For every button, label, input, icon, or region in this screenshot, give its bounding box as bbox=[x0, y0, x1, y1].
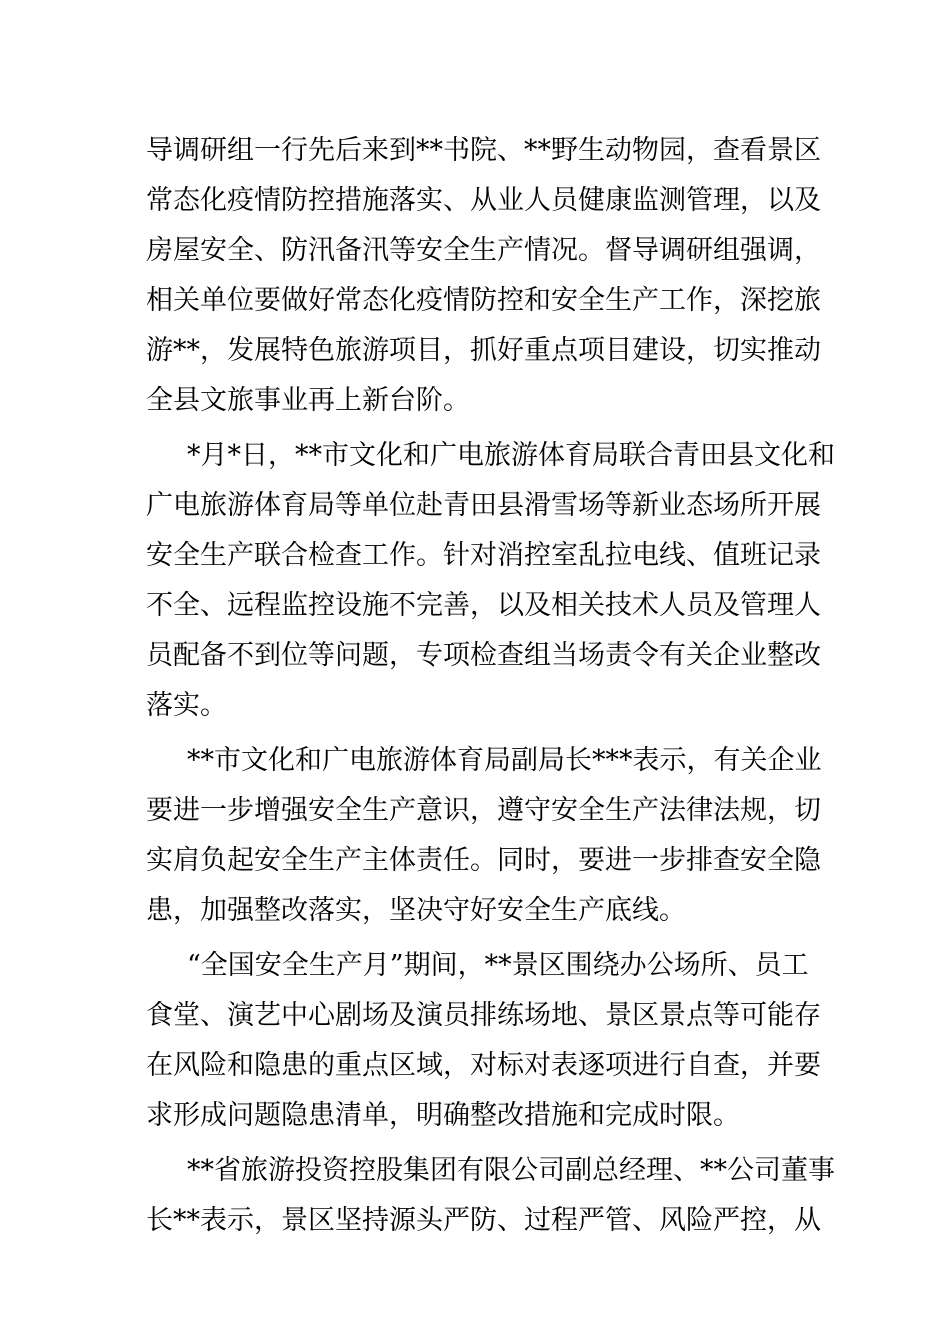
text-line: 落实。 bbox=[146, 690, 227, 721]
text-line: **省旅游投资控股集团有限公司副总经理、**公司董事 bbox=[187, 1155, 835, 1186]
paragraph-2 bbox=[146, 431, 835, 731]
paragraph-1 bbox=[146, 126, 821, 426]
paragraph-3 bbox=[146, 736, 822, 936]
document-body bbox=[146, 126, 835, 1246]
text-line: **市文化和广电旅游体育局副局长***表示，有关企业 bbox=[187, 745, 822, 776]
text-line: 食堂、演艺中心剧场及演员排练场地、景区景点等可能存 bbox=[146, 1000, 821, 1031]
text-line: 安全生产联合检查工作。针对消控室乱拉电线、值班记录 bbox=[146, 540, 821, 571]
paragraph-5 bbox=[146, 1146, 835, 1246]
text-line: 员配备不到位等问题，专项检查组当场责令有关企业整改 bbox=[146, 640, 821, 671]
text-line: “全国安全生产月”期间，**景区围绕办公场所、员工 bbox=[187, 950, 809, 981]
text-line: 广电旅游体育局等单位赴青田县滑雪场等新业态场所开展 bbox=[146, 490, 821, 521]
text-line: 长**表示，景区坚持源头严防、过程严管、风险严控，从 bbox=[146, 1205, 821, 1236]
text-line: 常态化疫情防控措施落实、从业人员健康监测管理，以及 bbox=[146, 185, 821, 216]
text-line: 在风险和隐患的重点区域，对标对表逐项进行自查，并要 bbox=[146, 1050, 821, 1081]
text-line: 导调研组一行先后来到**书院、**野生动物园，查看景区 bbox=[146, 135, 821, 166]
text-line: 要进一步增强安全生产意识，遵守安全生产法律法规，切 bbox=[146, 795, 821, 826]
paragraph-4 bbox=[146, 941, 821, 1141]
text-line: 不全、远程监控设施不完善，以及相关技术人员及管理人 bbox=[146, 590, 821, 621]
text-line: 房屋安全、防汛备汛等安全生产情况。督导调研组强调， bbox=[146, 235, 821, 266]
text-line: 全县文旅事业再上新台阶。 bbox=[146, 385, 470, 416]
text-line: 患，加强整改落实，坚决守好安全生产底线。 bbox=[146, 895, 686, 926]
text-line: 实肩负起安全生产主体责任。同时，要进一步排查安全隐 bbox=[146, 845, 821, 876]
text-line: 求形成问题隐患清单，明确整改措施和完成时限。 bbox=[146, 1100, 740, 1131]
text-line: *月*日，**市文化和广电旅游体育局联合青田县文化和 bbox=[187, 440, 835, 471]
text-line: 游**，发展特色旅游项目，抓好重点项目建设，切实推动 bbox=[146, 335, 821, 366]
text-line: 相关单位要做好常态化疫情防控和安全生产工作，深挖旅 bbox=[146, 285, 821, 316]
